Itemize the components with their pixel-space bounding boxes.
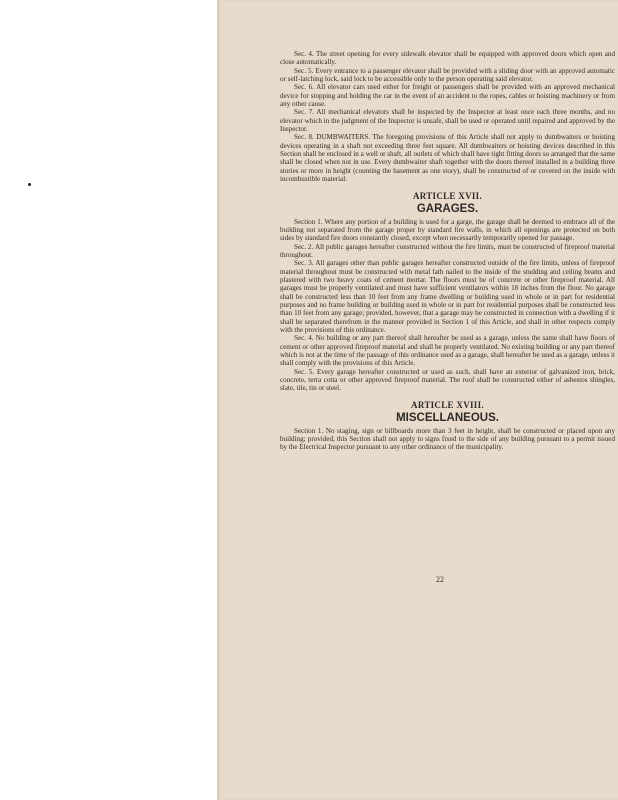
paragraph: Sec. 5. Every garage hereafter constructed or used as such, shall have an exterior of galvanized iron, brick, concrete, terra cotta or other approved fireproof material. The roof shall be constructed either of asbestos shingles, slate, tile, tin or steel. bbox=[280, 367, 615, 393]
paragraph: Sec. 7. All mechanical elevators shall be inspected by the Inspector at least once each three months, and no elevator which in the judgment of the Inspector is unsafe, shall be used or operated until repaired and approved by the Inspector. bbox=[280, 108, 615, 134]
paragraph: Section 1. No staging, sign or billboards more than 3 feet in height, shall be constructed or placed upon any building; provided, this Section shall not apply to signs fixed to the side of any building pursuant to a permit issued by the Electrical Inspector pursuant to any other ordinance of the municipality. bbox=[280, 426, 615, 452]
ordinance-text bbox=[280, 50, 615, 452]
scan-speck bbox=[28, 183, 31, 186]
article-heading: ARTICLE XVIII. bbox=[411, 399, 484, 410]
paragraph: Sec. 8. DUMBWAITERS. The foregoing provisions of this Article shall not apply to dumbwaiters or hoisting devices operating in a shaft not exceeding three feet square. All dumbwaiters or hoisting devices described in this Section shall be enclosed in a well or shaft, all outlets of which shall have tight fitting doors so arranged that the same shall be closed when not in use. Every dumbwaiter shaft together with the doors thereof installed in a building three stories or more in height (counting the basement as one story), shall be constructed of or covered on the inside with incombustible material. bbox=[280, 133, 615, 184]
paragraph: Sec. 5. Every entrance to a passenger elevator shall be provided with a sliding door with an approved automatic or self-latching lock, said lock to be accessible only to the person operating said elevator. bbox=[280, 66, 615, 84]
page-number: 22 bbox=[436, 575, 444, 584]
article-heading: ARTICLE XVII. bbox=[412, 190, 483, 201]
paragraph: Sec. 2. All public garages hereafter constructed without the fire limits, must be constructed of fireproof material throughout. bbox=[280, 242, 615, 259]
article-title: MISCELLANEOUS. bbox=[396, 411, 499, 424]
paragraph: Sec. 6. All elevator cars used either for freight or passengers shall be provided with an approved mechanical device for stopping and holding the car in the event of an accident to the ropes, cables or hoisting machinery or from any other cause. bbox=[280, 83, 615, 109]
paragraph: Sec. 4. The street opening for every sidewalk elevator shall be equipped with approved doors which open and close automatically. bbox=[280, 50, 615, 67]
article-title: GARAGES. bbox=[416, 202, 479, 215]
paragraph: Sec. 4. No building or any part thereof shall hereafter be used as a garage, unless the same shall have floors of cement or other approved fireproof material and shall be properly ventilated. No existing building or any part thereof which is not at the time of the passage of this ordinance used as a garage, shall hereafter be used as a garage, unless it shall comply with the provisions of this Article. bbox=[280, 334, 615, 368]
paragraph: Sec. 3. All garages other than public garages hereafter constructed outside of the fire limits, unless of fireproof material throughout must be constructed with metal lath nailed to the inside of the studding and ceiling beams and plastered with two heavy coats of cement mortar. The floors must be of concrete or other fireproof material. All garages must be properly ventilated and must have sufficient ventilators within 18 inches from the floor. No garage shall be constructed less than 10 feet from any frame dwelling or building used in whole or in part for residential purposes and no frame building or building used in whole or in part for residential purposes shall be constructed less than 10 feet from any garage; provided, however, that a garage may be constructed in connection with a dwelling if it shall be separated therefrom in the manner provided in Section 1 of this Article, and shall in other respects comply with the provisions of this ordinance. bbox=[280, 259, 615, 334]
paragraph: Section 1. Where any portion of a building is used for a garge, the garage shall be deemed to embrace all of the building not separated from the garage proper by standard fire walls, in which all openings are protected on both sides by standard fire doors constantly closed, except when necessarily temporarily opened for passage. bbox=[280, 217, 615, 243]
